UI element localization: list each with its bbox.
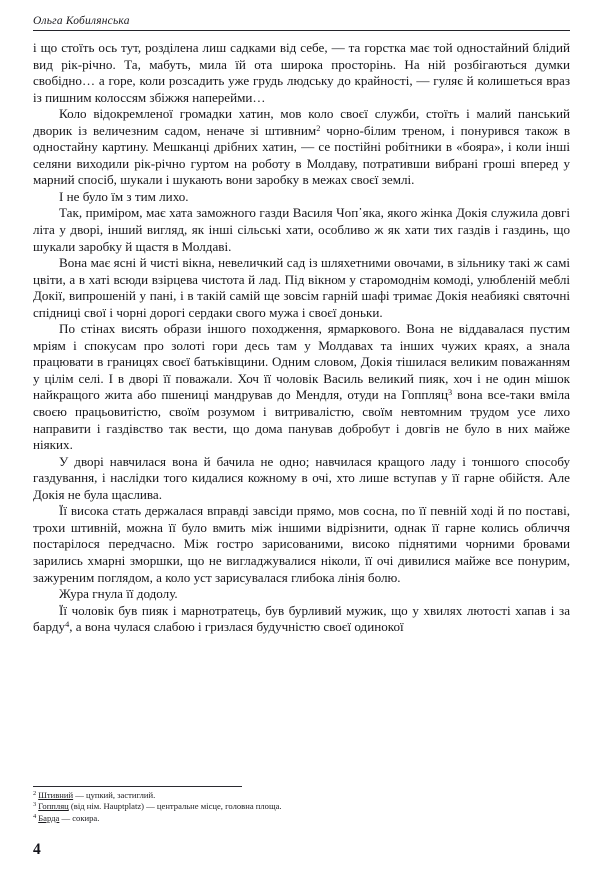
paragraph-text: У дворі навчилася вона й бачила не одно; навчилася кращого ладу і тоншого способу газдування, і наслідки того кидалися кожному в очі, хто лише вступав у її гарне обійстя. Але Докія не була щаслива. bbox=[33, 453, 570, 502]
footnote-separator-rule bbox=[33, 786, 242, 787]
header-author-name: Ольга Кобилянська bbox=[33, 15, 130, 27]
page-number: 4 bbox=[33, 841, 41, 858]
footnote-term: Штивний bbox=[38, 790, 74, 800]
body-text-column bbox=[33, 40, 570, 636]
paragraph-text: , а вона чулася слабою і гризлася будучністю своєї одинокої bbox=[69, 619, 404, 635]
paragraph-text: Коло відокремленої громадки хатин, мов коло своєї служби, стоїть і малий панський дворик із величезним садом, неначе зі штивним bbox=[33, 106, 570, 138]
footnote-reference-3[interactable]: 3 bbox=[447, 388, 453, 398]
paragraph bbox=[33, 205, 570, 255]
footnote-entry bbox=[33, 801, 570, 812]
paragraph-text: Її чоловік був пияк і марнотратець, був бурливий мужик, що у хвилях лютості хапав і за барду bbox=[33, 602, 570, 635]
footnote-entry bbox=[33, 813, 570, 824]
paragraph bbox=[33, 40, 570, 106]
paragraph bbox=[33, 321, 570, 453]
footnote-reference-2[interactable]: 2 bbox=[316, 123, 321, 133]
header-divider-rule bbox=[33, 30, 570, 31]
paragraph bbox=[33, 603, 570, 636]
paragraph bbox=[33, 255, 570, 321]
paragraph-text: Так, приміром, має хата заможного газди Василя Чоп᾽яка, якого жінка Докія служила довгі літа у дворі, інший вигляд, як інші сільські хати, особливо ж як хати тих газдів і газдинь, що шукали заробку й щастя в Молдаві. bbox=[33, 205, 570, 254]
footnote-definition: — цупкий, застиглий. bbox=[73, 790, 156, 800]
paragraph-text: чорно-білим треном, і понурився також в одностайну картину. Мешканці дрібних хатин, — се постійні робітники в «бояра», і коли інші селяни виходили рік-річно гуртом на роботу в Молдаву, потративши вибрані гроші вперед у марний спосіб, шукали і шукають вони заробку в межах своєї землі. bbox=[33, 122, 570, 188]
paragraph-text: По стінах висять образи іншого походження, ярмаркового. Вона не віддавалася пустим мріям і спокусам про золоті гори десь там у Молдавах та інших чужих краях, а знала працювати в границях своєї батьківщини. Одним словом, Докія тішилася великим поважанням у цілім селі. І в дворі її поважали. Хоч її чоловік Василь великий пияк, хоч і не один мішок найкращого жита або пшениці мандрував до Мендля, отуди на Гоппляц bbox=[33, 321, 570, 403]
paragraph-text: і що стоїть ось тут, розділена лиш садками від себе, — та горстка має той одностайний блідий вид рік-річно. Та, мабуть, мила їй ота широка просторінь. На ній розбігаються думки свобідно… а горе, коли розсадить уже грудь людську до крайності, — гуляє й колишеться враз із пишним колоссям збіжжя наперейми… bbox=[33, 40, 570, 105]
footnote-marker: 3 bbox=[33, 801, 37, 809]
paragraph-text: Вона має ясні й чисті вікна, невеличкий сад із шляхетними овочами, в зільнику такі ж самі цвіти, а в хаті всюди взірцева чистота й лад. Під вікном у старомоднім комоді, улюбленій меблі Докії, випрошеній у пані, і в такій самій ще зовсім гарній шафі тримає Докія неабиякі святочні спідниці свої і чорні дорогі сердаки свого мужа і своєї доньки. bbox=[33, 255, 570, 320]
paragraph-text: І не було їм з тим лихо. bbox=[59, 188, 189, 204]
footnote-definition: — сокира. bbox=[59, 812, 100, 823]
running-header bbox=[33, 14, 570, 31]
footnote-definition: (від нім. Hauptplatz) — центральне місце, головна площа. bbox=[68, 801, 282, 812]
footnote-term: Гоппляц bbox=[38, 801, 69, 812]
paragraph-text: Жура гнула її додолу. bbox=[59, 586, 178, 602]
paragraph bbox=[33, 503, 570, 586]
footnote-term: Барда bbox=[38, 812, 60, 823]
footnote-reference-4[interactable]: 4 bbox=[65, 620, 70, 630]
paragraph-text: вона все-таки вміла своєю працьовитістю, своїм розумом і витривалістю, своїм невтомним трудом усе лихо направити і газдівство так вести, що дома панував добробут і довгів не було в них майже ніяких. bbox=[33, 387, 570, 453]
paragraph bbox=[33, 189, 570, 206]
footnote-section bbox=[33, 786, 570, 824]
paragraph bbox=[33, 586, 570, 603]
footnote-marker: 4 bbox=[33, 812, 37, 820]
footnote-entry bbox=[33, 790, 570, 801]
footnote-marker: 2 bbox=[33, 790, 37, 797]
paragraph bbox=[33, 106, 570, 189]
paragraph bbox=[33, 454, 570, 504]
paragraph-text: Її висока стать держалася вправді завсіди прямо, мов сосна, по її певній ході й по поставі, трохи штивній, можна її було вмить між іншими відрізнити, однак її гарне колись обличчя постарілося передчасно. Між гостро зарисованими, високо піднятими чорними бровами зарились хмарні зморшки, що не вигладжувалися ніколи, її очі дивилися майже все понурим, зажуреним поглядом, а коло уст зарисувалася глибока лінія болю. bbox=[33, 503, 570, 585]
